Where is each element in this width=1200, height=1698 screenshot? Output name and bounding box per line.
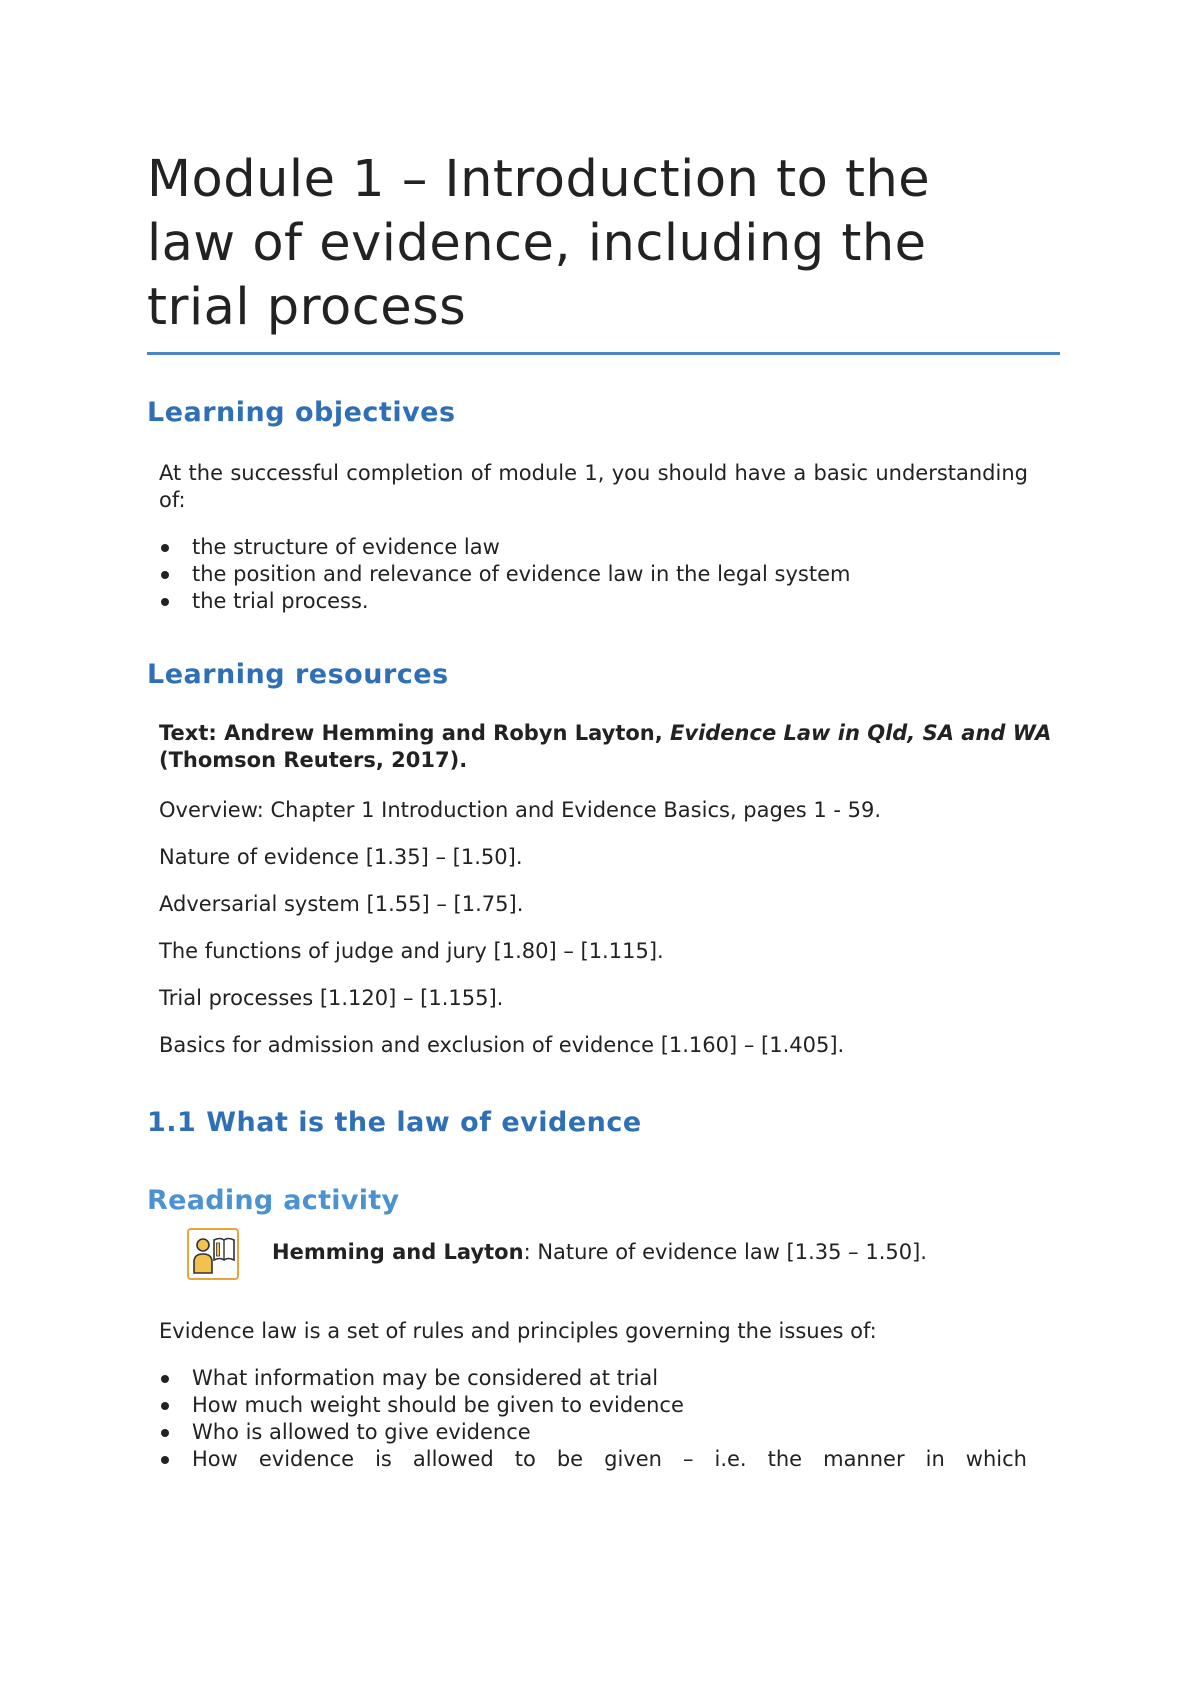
reading-source: Hemming and Layton xyxy=(272,1240,524,1264)
reading-detail: : Nature of evidence law [1.35 – 1.50]. xyxy=(523,1240,927,1264)
resource-line: The functions of judge and jury [1.80] – [1.115]. xyxy=(159,939,664,963)
list-item: the trial process. xyxy=(159,588,1060,615)
list-item: the structure of evidence law xyxy=(159,534,1060,561)
reading-activity-row xyxy=(147,1228,1060,1280)
title-underline xyxy=(147,352,1060,355)
reader-book-icon xyxy=(187,1228,239,1280)
text-authors: : Andrew Hemming and Robyn Layton, xyxy=(208,721,671,745)
list-item: How much weight should be given to evidence xyxy=(159,1392,1060,1419)
resource-line: Adversarial system [1.55] – [1.75]. xyxy=(159,892,524,916)
list-item: Who is allowed to give evidence xyxy=(159,1419,1060,1446)
learning-resources-heading: Learning resources xyxy=(147,659,449,690)
section-1-1-heading: 1.1 What is the law of evidence xyxy=(147,1107,642,1138)
page-title: Module 1 – Introduction to the law of evidence, including the trial process xyxy=(147,150,931,337)
reading-activity-text xyxy=(272,1240,927,1264)
objectives-intro: At the successful completion of module 1, you should have a basic understanding of: xyxy=(159,461,1028,512)
text-publisher: (Thomson Reuters, 2017). xyxy=(159,748,468,772)
objectives-list xyxy=(147,534,1060,615)
evidence-issues-list xyxy=(147,1365,1060,1473)
resource-line: Nature of evidence [1.35] – [1.50]. xyxy=(159,845,523,869)
resource-line: Overview: Chapter 1 Introduction and Evidence Basics, pages 1 - 59. xyxy=(159,798,882,822)
book-title: Evidence Law in Qld, SA and WA xyxy=(670,721,1052,745)
text-label: Text xyxy=(159,721,209,745)
list-item: What information may be considered at trial xyxy=(159,1365,1060,1392)
resource-line: Trial processes [1.120] – [1.155]. xyxy=(159,986,504,1010)
resource-line: Basics for admission and exclusion of evidence [1.160] – [1.405]. xyxy=(159,1033,845,1057)
list-item: the position and relevance of evidence law in the legal system xyxy=(159,561,1060,588)
learning-objectives-heading: Learning objectives xyxy=(147,397,456,428)
list-item: How evidence is allowed to be given – i.e. the manner in which xyxy=(159,1446,1060,1473)
evidence-law-intro: Evidence law is a set of rules and principles governing the issues of: xyxy=(159,1319,877,1343)
resource-text-citation xyxy=(147,720,1060,774)
reading-activity-heading: Reading activity xyxy=(147,1185,400,1216)
reader-book-icon-graphic xyxy=(189,1230,237,1278)
